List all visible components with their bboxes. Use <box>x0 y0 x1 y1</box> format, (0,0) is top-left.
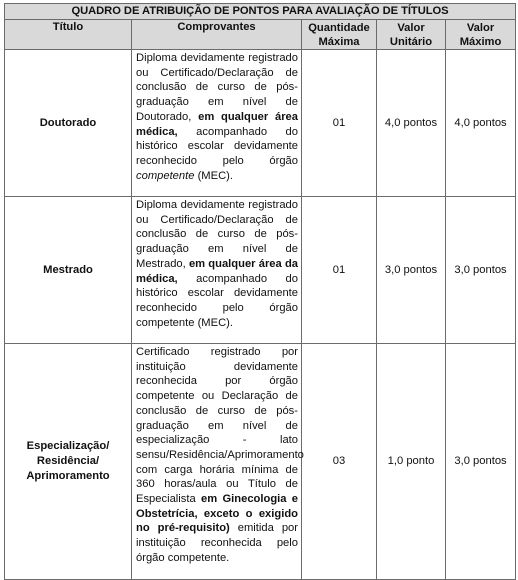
document-page <box>4 3 515 580</box>
table-row-mestrado <box>5 197 516 344</box>
row-valor-maximo: 4,0 pontos <box>446 50 516 197</box>
table-title-row <box>5 4 516 20</box>
row-title: Mestrado <box>5 197 132 344</box>
row-comprovantes: Certificado registrado por instituição devidamente reconhecida por órgão competente ou Declaração de conclusão de curso de pós-graduação em nível de especialização - lato sensu/Residência/Aprimoramento com carga horária mínima de 360 horas/aula ou Título de Especialista em Ginecologia e Obstetrícia, exceto o exigido no pré-requisito) emitida por instituição reconhecida pelo órgão competente. <box>132 344 302 580</box>
table-title: QUADRO DE ATRIBUIÇÃO DE PONTOS PARA AVALIAÇÃO DE TÍTULOS <box>5 4 516 20</box>
header-titulo: Título <box>5 20 132 50</box>
row-title: Doutorado <box>5 50 132 197</box>
table-row-especializacao <box>5 344 516 580</box>
row-quantidade: 03 <box>302 344 377 580</box>
row-comprovantes: Diploma devidamente registrado ou Certificado/Declaração de conclusão de curso de pós-graduação em nível de Doutorado, em qualquer área médica, acompanhado do histórico escolar devidamente reconhecido pelo órgão competente (MEC). <box>132 50 302 197</box>
row-quantidade: 01 <box>302 197 377 344</box>
row-valor-maximo: 3,0 pontos <box>446 344 516 580</box>
header-valor-maximo: Valor Máximo <box>446 20 516 50</box>
row-quantidade: 01 <box>302 50 377 197</box>
titles-points-table <box>4 3 516 580</box>
header-quantidade: Quantidade Máxima <box>302 20 377 50</box>
row-valor-maximo: 3,0 pontos <box>446 197 516 344</box>
table-row-doutorado <box>5 50 516 197</box>
header-row <box>5 20 516 50</box>
header-valor-unitario: Valor Unitário <box>377 20 446 50</box>
row-valor-unitario: 4,0 pontos <box>377 50 446 197</box>
row-valor-unitario: 1,0 ponto <box>377 344 446 580</box>
row-comprovantes: Diploma devidamente registrado ou Certificado/Declaração de conclusão de curso de pós-graduação em nível de Mestrado, em qualquer área da médica, acompanhado do histórico escolar devidamente reconhecido pelo órgão competente (MEC). <box>132 197 302 344</box>
row-valor-unitario: 3,0 pontos <box>377 197 446 344</box>
row-title: Especialização/ Residência/ Aprimoramento <box>5 344 132 580</box>
header-comprovantes: Comprovantes <box>132 20 302 50</box>
